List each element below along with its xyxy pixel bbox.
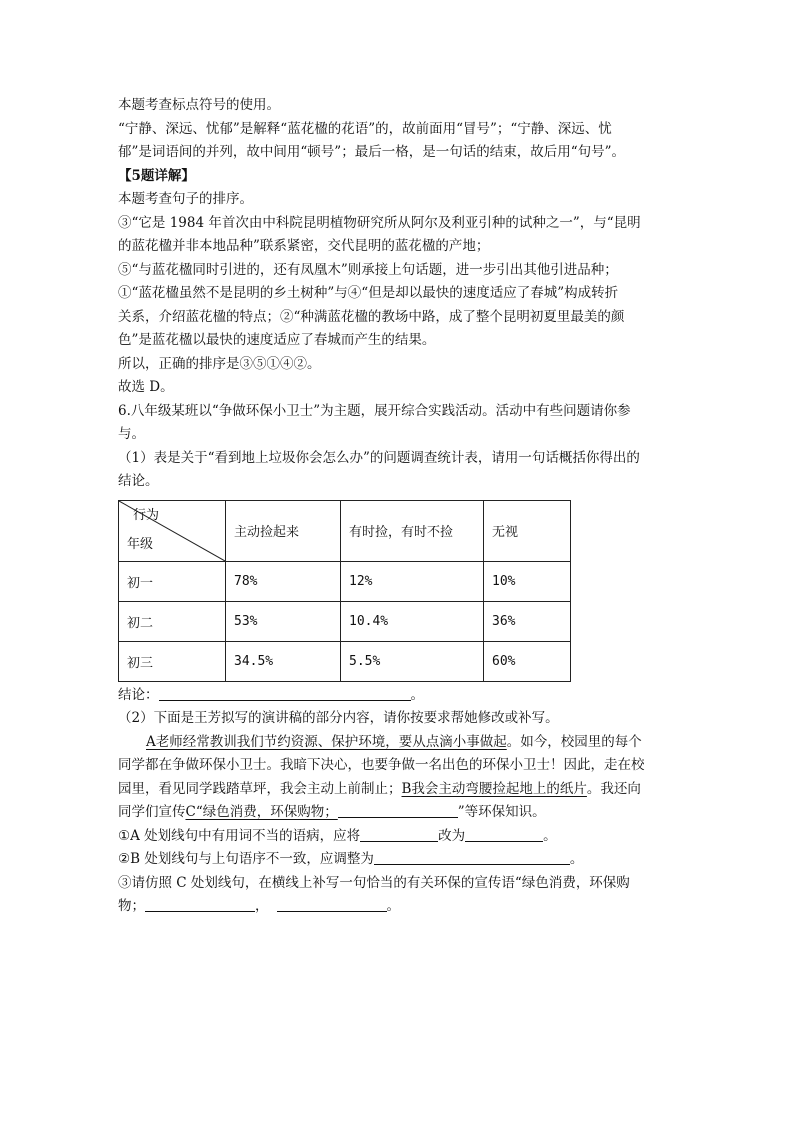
speech-text: 。如今，校园里的每个 <box>506 733 642 750</box>
speech-line-4 <box>118 801 678 825</box>
sub3-sep: ， <box>255 898 269 914</box>
conclusion-blank[interactable] <box>159 685 411 701</box>
q5-line-9: 故选 D。 <box>118 379 174 395</box>
sub2-blank[interactable] <box>374 849 570 865</box>
speech-line-3 <box>118 778 678 802</box>
sub-question-3-line-2 <box>118 895 678 919</box>
sub-question-1 <box>118 825 678 849</box>
speech-underline-b: B我会主动弯腰捡起地上的纸片 <box>401 780 587 797</box>
q5-line-3: 的蓝花楹并非本地品种”联系紧密，交代昆明的蓝花楹的产地； <box>118 238 490 254</box>
table-cell: 12% <box>341 561 484 601</box>
q5-line-8: 所以，正确的排序是③⑤①④②。 <box>118 355 321 372</box>
sub3-blank-2[interactable] <box>277 896 387 912</box>
q5-line-1: 本题考查句子的排序。 <box>118 191 253 207</box>
sub1-end: 。 <box>543 827 557 844</box>
slogan-blank[interactable] <box>338 802 458 818</box>
intro-line-2: “宁静、深远、忧郁”是解释“蓝花楹的花语”的，故前面用“冒号”；“宁静、深远、忧 <box>118 120 612 137</box>
table-row <box>119 641 571 681</box>
table-grade-cell: 初三 <box>119 641 226 681</box>
sub3-blank-1[interactable] <box>145 896 255 912</box>
corner-label-grade: 年级 <box>127 536 154 552</box>
conclusion-line <box>118 684 678 708</box>
survey-table <box>118 500 571 682</box>
q6-part1-line-2: 结论。 <box>118 473 159 489</box>
sub1-mid: 改为 <box>438 827 466 844</box>
speech-line-1 <box>118 731 678 755</box>
speech-underline-a: A老师经常教训我们节约资源、保护环境，要从点滴小事做起 <box>146 733 507 750</box>
q5-line-5: ①“蓝花楹虽然不是昆明的乡土树种”与④“但是却以最快的速度适应了春城”构成转折 <box>118 285 619 301</box>
sub3-end: 。 <box>386 898 400 914</box>
speech-underline-c: C“绿色消费，环保购物； <box>185 804 338 820</box>
table-cell: 10.4% <box>341 601 484 641</box>
table-header-cell: 无视 <box>484 500 571 561</box>
q6-line-2: 与。 <box>118 426 145 442</box>
table-cell: 78% <box>226 561 341 601</box>
q6-line-1: 6.八年级某班以“争做环保小卫士”为主题，展开综合实践活动。活动中有些问题请你参 <box>118 402 631 419</box>
table-header-cell: 主动捡起来 <box>226 500 341 561</box>
table-row <box>119 561 571 601</box>
q5-heading: 【5题详解】 <box>118 167 195 184</box>
q6-part2-line: （2）下面是王芳拟写的演讲稿的部分内容，请你按要求帮她修改或补写。 <box>118 710 559 726</box>
table-cell: 36% <box>484 601 571 641</box>
speech-line-2: 同学都在争做环保小卫士。我暗下决心，也要争做一名出色的环保小卫士！因此，走在校 <box>118 757 645 773</box>
sub1-text: ①A 处划线句中有用词不当的语病，应将 <box>118 827 361 844</box>
conclusion-label: 结论： <box>118 686 159 703</box>
sub2-end: 。 <box>569 851 584 867</box>
speech-text: ”等环保知识。 <box>457 804 546 820</box>
table-grade-cell: 初二 <box>119 601 226 641</box>
q6-part1-line-1: （1）表是关于“看到地上垃圾你会怎么办”的问题调查统计表，请用一句话概括你得出的 <box>118 449 640 466</box>
sub1-blank-to[interactable] <box>465 826 543 842</box>
table-cell: 5.5% <box>341 641 484 681</box>
speech-text: 同学们宣传 <box>118 804 186 820</box>
conclusion-end: 。 <box>410 686 424 703</box>
sub1-blank-from[interactable] <box>360 826 438 842</box>
table-header-cell: 有时捡，有时不捡 <box>341 500 484 561</box>
q5-line-4: ⑤“与蓝花楹同时引进的，还有凤凰木”则承接上句话题，进一步引出其他引进品种； <box>118 261 618 278</box>
sub-question-3-line-1: ③请仿照 C 处划线句，在横线上补写一句恰当的有关环保的宣传语“绿色消费，环保购 <box>118 874 630 891</box>
table-header-row <box>119 500 571 561</box>
speech-text: 园里，看见同学践踏草坪，我会主动上前制止； <box>118 780 402 797</box>
table-corner-cell <box>119 500 226 561</box>
table-cell: 60% <box>484 641 571 681</box>
document-page <box>118 94 678 919</box>
q5-line-7: 色”是蓝花楹以最快的速度适应了春城而产生的结果。 <box>118 332 436 348</box>
table-cell: 10% <box>484 561 571 601</box>
sub-question-2 <box>118 848 678 872</box>
intro-line-1: 本题考查标点符号的使用。 <box>118 97 280 113</box>
table-grade-cell: 初一 <box>119 561 226 601</box>
table-row <box>119 601 571 641</box>
q5-line-2: ③“它是 1984 年首次由中科院昆明植物研究所从阿尔及利亚引种的试种之一”，与“昆明 <box>118 214 641 231</box>
q5-line-6: 关系，介绍蓝花楹的特点；②“种满蓝花楹的教场中路，成了整个昆明初夏里最美的颜 <box>118 308 625 325</box>
corner-label-behavior: 行为 <box>133 507 160 523</box>
table-cell: 34.5% <box>226 641 341 681</box>
sub2-text: ②B 处划线句与上句语序不一致，应调整为 <box>118 851 374 867</box>
table-cell: 53% <box>226 601 341 641</box>
sub3-text: 物； <box>118 898 145 914</box>
intro-line-3: 郁”是词语间的并列，故中间用“顿号”；最后一格，是一句话的结束，故后用“句号”。 <box>118 144 626 160</box>
speech-text: 。我还向 <box>586 780 641 797</box>
